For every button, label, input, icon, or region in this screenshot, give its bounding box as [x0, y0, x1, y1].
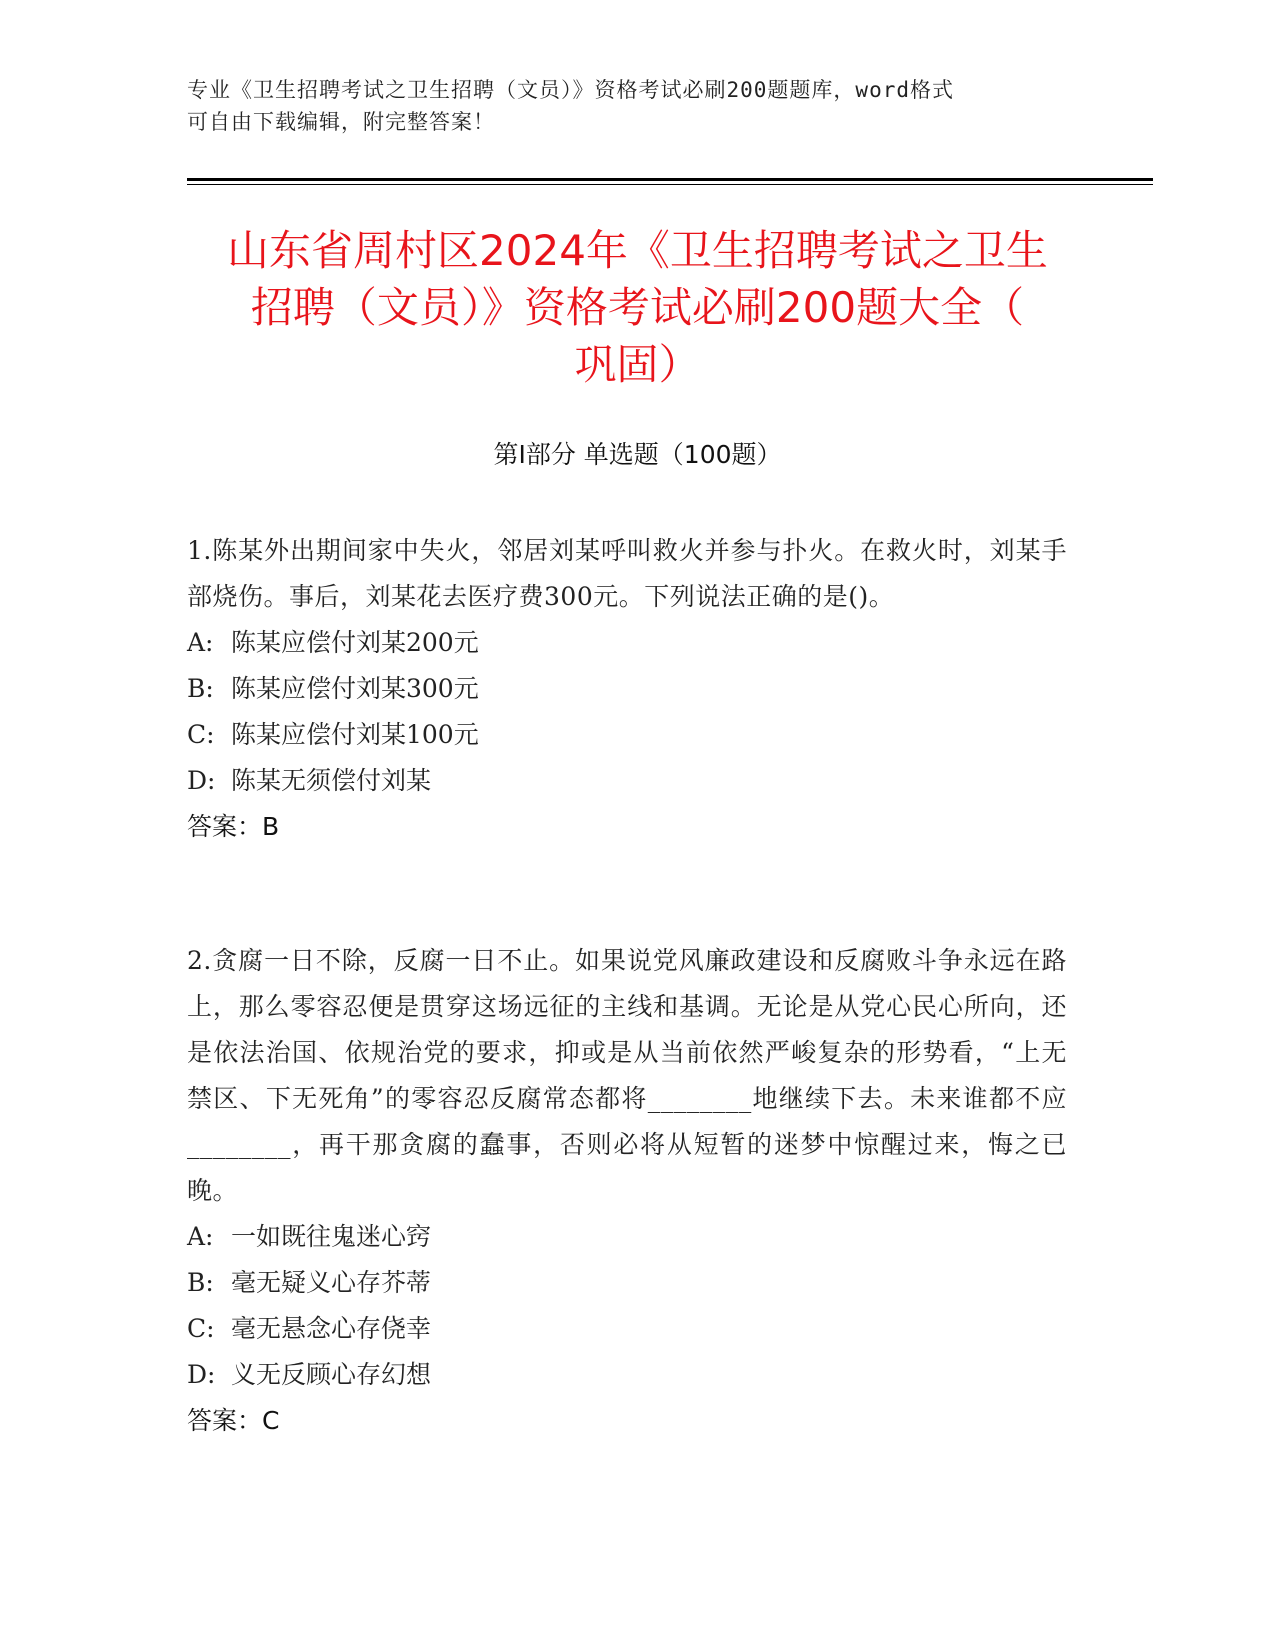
- option-text: 毫无疑义心存芥蒂: [231, 1268, 432, 1297]
- document-title: [170, 222, 1105, 393]
- option-c: [187, 1306, 1067, 1352]
- option-letter: A:: [187, 1222, 214, 1251]
- answer: 答案：C: [187, 1406, 280, 1435]
- option-b: [187, 666, 1067, 712]
- title-line-2: 招聘（文员）》资格考试必刷200题大全（: [250, 283, 1025, 332]
- header-note: [187, 74, 1087, 138]
- section-heading: 第Ⅰ部分 单选题（100题）: [493, 440, 782, 469]
- option-text: 陈某应偿付刘某200元: [231, 628, 479, 657]
- option-letter: B:: [187, 1268, 214, 1297]
- header-rule-thin: [187, 184, 1153, 185]
- header-note-line-1: 专业《卫生招聘考试之卫生招聘（文员）》资格考试必刷200题题库，word格式: [187, 78, 954, 102]
- option-text: 一如既往鬼迷心窍: [231, 1222, 432, 1251]
- title-line-3: 巩固）: [574, 340, 701, 389]
- option-text: 义无反顾心存幻想: [231, 1360, 432, 1389]
- question-1: [187, 528, 1067, 850]
- option-b: [187, 1260, 1067, 1306]
- header-rule-thick: [187, 178, 1153, 181]
- option-d: [187, 758, 1067, 804]
- title-line-1: 山东省周村区2024年《卫生招聘考试之卫生: [227, 226, 1048, 275]
- option-text: 陈某无须偿付刘某: [231, 766, 432, 795]
- header-note-line-2: 可自由下载编辑，附完整答案！: [187, 110, 495, 134]
- question-stem: 1.陈某外出期间家中失火，邻居刘某呼叫救火并参与扑火。在救火时，刘某手部烧伤。事后，刘某花去医疗费300元。下列说法正确的是()。: [187, 536, 1067, 611]
- option-letter: A:: [187, 628, 214, 657]
- option-letter: D:: [187, 766, 216, 795]
- option-letter: C:: [187, 1314, 215, 1343]
- option-letter: C:: [187, 720, 215, 749]
- option-d: [187, 1352, 1067, 1398]
- option-letter: D:: [187, 1360, 216, 1389]
- option-letter: B:: [187, 674, 214, 703]
- option-a: [187, 1214, 1067, 1260]
- answer: 答案：B: [187, 812, 280, 841]
- option-text: 毫无悬念心存侥幸: [231, 1314, 432, 1343]
- option-c: [187, 712, 1067, 758]
- question-stem: 2.贪腐一日不除，反腐一日不止。如果说党风廉政建设和反腐败斗争永远在路上，那么零容忍便是贯穿这场远征的主线和基调。无论是从党心民心所向，还是依法治国、依规治党的要求，抑或是从当前依然严峻复杂的形势看，“上无禁区、下无死角”的零容忍反腐常态都将________地继续下去。未来谁都不应________，再干那贪腐的蠢事，否则必将从短暂的迷梦中惊醒过来，悔之已晚。: [187, 946, 1067, 1205]
- option-a: [187, 620, 1067, 666]
- option-text: 陈某应偿付刘某100元: [231, 720, 479, 749]
- option-text: 陈某应偿付刘某300元: [231, 674, 479, 703]
- question-2: [187, 938, 1067, 1444]
